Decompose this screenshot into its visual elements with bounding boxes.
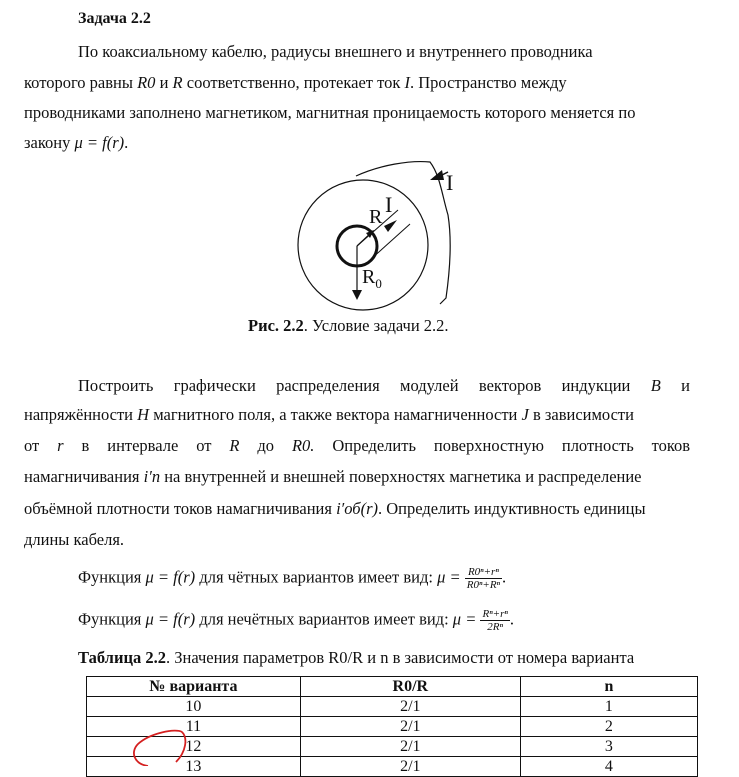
para1-line1: По коаксиальному кабелю, радиусы внешнего и внутреннего проводника [78, 42, 593, 61]
para2-line2: напряжённости H магнитного поля, а также вектора намагниченности J в зависимости [24, 405, 634, 424]
label-radius-r: R [369, 206, 383, 228]
table-row [87, 737, 698, 757]
header-r0-ratio: R0/R [300, 677, 520, 697]
table-header-row [87, 677, 698, 697]
fraction-odd: $\frac{\text{Rⁿ+rⁿ}}{\text{2Rⁿ}}$ [482, 608, 508, 633]
para2-line1: Построить графически распределения модулей векторов индукции B и [78, 376, 691, 395]
cell-variant: 10 [87, 697, 301, 717]
cell-ratio: 2/1 [300, 757, 520, 777]
cell-variant: 11 [87, 717, 301, 737]
task-title: Задача 2.2 [78, 10, 151, 27]
cell-ratio: 2/1 [300, 697, 520, 717]
header-n: n [520, 677, 697, 697]
label-current-outer: I [446, 170, 454, 195]
radius-r0-arrowhead [352, 290, 362, 300]
para1-line4: закону μ = f(r). [24, 133, 129, 152]
para2-line3: от r в интервале от R до R0. Определить поверхностную плотность токов [24, 436, 691, 455]
para2-line6: длины кабеля. [24, 530, 125, 549]
function-odd: Функция μ = f(r) для нечётных вариантов имеет вид: μ = $\frac{\text{Rⁿ+rⁿ}}{\text{2Rⁿ}}$ . [78, 608, 514, 633]
parameters-table [86, 676, 698, 777]
cell-variant: 12 [87, 737, 301, 757]
label-current-inner: I [385, 192, 393, 217]
para1-line2: которого равны R0 и R соответственно, протекает ток I. Пространство между [24, 73, 567, 92]
label-radius-r0: $R_0$ [362, 266, 382, 291]
figure-caption: Рис. 2.2. Условие задачи 2.2. [248, 316, 449, 335]
cell-variant: 13 [87, 757, 301, 777]
cell-n: 4 [520, 757, 697, 777]
fraction-even: $\frac{\text{R0ⁿ+rⁿ}}{\text{R0ⁿ+Rⁿ}}$ [466, 566, 501, 591]
table-row [87, 717, 698, 737]
para1-line3: проводниками заполнено магнетиком, магнитная проницаемость которого меняется по [24, 103, 636, 122]
outer-current-arrowhead [430, 170, 444, 180]
cell-ratio: 2/1 [300, 737, 520, 757]
para2-line5: объёмной плотности токов намагничивания i′об(r). Определить индуктивность единицы [24, 499, 646, 518]
cell-ratio: 2/1 [300, 717, 520, 737]
cell-n: 3 [520, 737, 697, 757]
table-row [87, 697, 698, 717]
para2-line4: намагничивания i′п на внутренней и внешней поверхностях магнетика и распределение [24, 467, 642, 486]
cell-n: 1 [520, 697, 697, 717]
table-row [87, 757, 698, 777]
cell-n: 2 [520, 717, 697, 737]
function-even: Функция μ = f(r) для чётных вариантов имеет вид: μ = $\frac{\text{R0ⁿ+rⁿ}}{\text{R0ⁿ+Rⁿ}}$ . [78, 566, 507, 591]
table-caption: Таблица 2.2. Значения параметров R0/R и n в зависимости от номера варианта [78, 648, 635, 667]
header-variant: № варианта [87, 677, 301, 697]
current-arrow-head [384, 220, 397, 232]
